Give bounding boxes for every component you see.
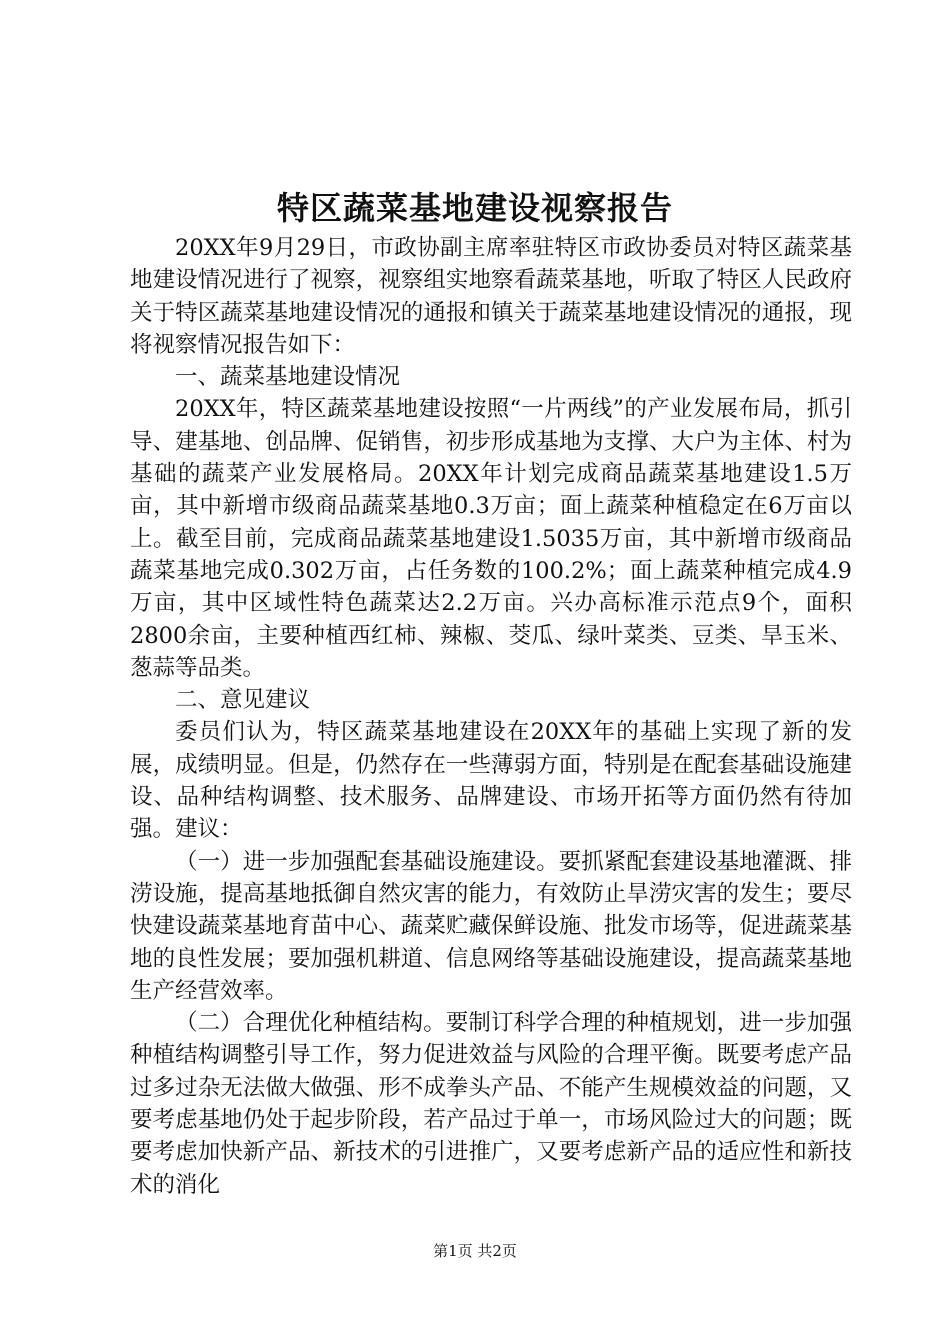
paragraph-suggestion-1: （一）进一步加强配套基础设施建设。要抓紧配套建设基地灌溉、排涝设施，提高基地抵御自然灾害的能力，有效防止旱涝灾害的发生；要尽快建设蔬菜基地育苗中心、蔬菜贮藏保鲜设施、批发市场等，促进蔬菜基地的良性发展；要加强机耕道、信息网络等基础设施建设，提高蔬菜基地生产经营效率。 <box>130 848 852 1004</box>
paragraph-section-1: 20XX年，特区蔬菜基地建设按照“一片两线”的产业发展布局，抓引导、建基地、创品牌、促销售，初步形成基地为支撑、大户为主体、村为基础的蔬菜产业发展格局。20XX年计划完成商品蔬菜基地建设1.5万亩，其中新增市级商品蔬菜基地0.3万亩；面上蔬菜种植稳定在6万亩以上。截至目前，完成商品蔬菜基地建设1.5035万亩，其中新增市级商品蔬菜基地完成0.302万亩，占任务数的100.2%；面上蔬菜种植完成4.9万亩，其中区域性特色蔬菜达2.2万亩。兴办高标准示范点9个，面积2800余亩，主要种植西红柿、辣椒、茭瓜、绿叶菜类、豆类、旱玉米、葱蒜等品类。 <box>130 396 852 681</box>
document-body <box>130 232 852 1201</box>
paragraph-suggestion-2: （二）合理优化种植结构。要制订科学合理的种植规划，进一步加强种植结构调整引导工作，努力促进效益与风险的合理平衡。既要考虑产品过多过杂无法做大做强、形不成拳头产品、不能产生规模效益的问题，又要考虑基地仍处于起步阶段，若产品过于单一，市场风险过大的问题；既要考虑加快新产品、新技术的引进推广，又要考虑新产品的适应性和新技术的消化 <box>130 1010 852 1198</box>
document-title: 特区蔬菜基地建设视察报告 <box>276 189 673 227</box>
section-heading-1: 一、蔬菜基地建设情况 <box>175 364 401 391</box>
paragraph-intro: 20XX年9月29日，市政协副主席率驻特区市政协委员对特区蔬菜基地建设情况进行了视察，视察组实地察看蔬菜基地，听取了特区人民政府关于特区蔬菜基地建设情况的通报和镇关于蔬菜基地建设情况的通报，现将视察情况报告如下： <box>130 235 852 358</box>
section-heading-2: 二、意见建议 <box>175 687 311 714</box>
paragraph-section-2: 委员们认为，特区蔬菜基地建设在20XX年的基础上实现了新的发展，成绩明显。但是，仍然存在一些薄弱方面，特别是在配套基础设施建设、品种结构调整、技术服务、品牌建设、市场开拓等方面仍然有待加强。建议： <box>130 719 852 843</box>
page-footer: 第1页 共2页 <box>433 1242 517 1260</box>
